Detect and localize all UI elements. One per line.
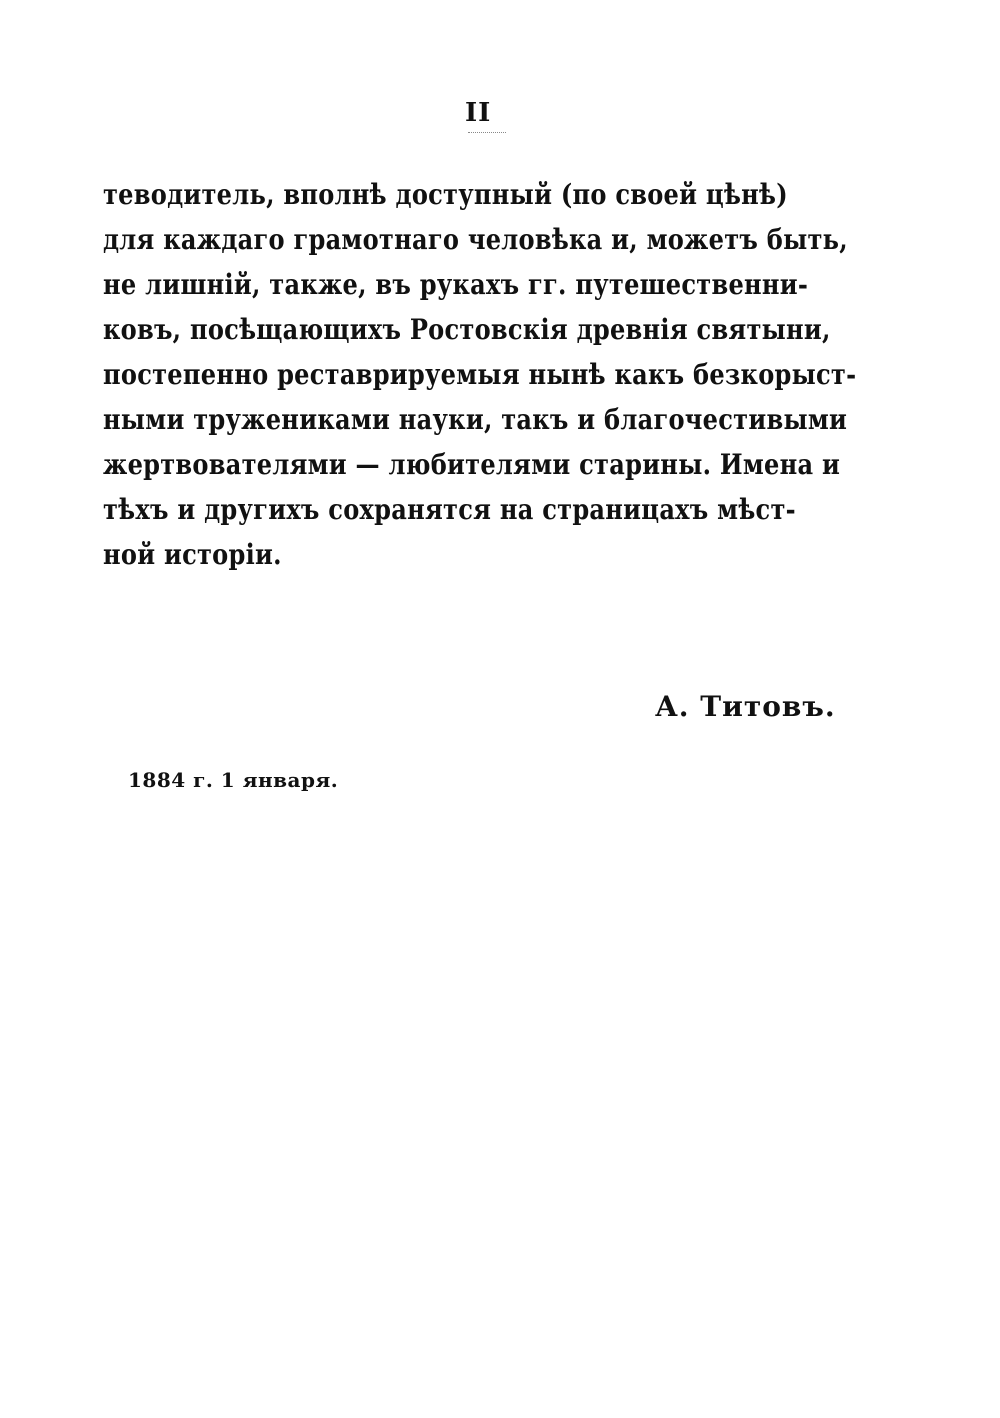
text-line: для каждаго грамотнаго человѣка и, можетъ быть, — [103, 223, 848, 256]
author-signature: А. Титовъ. — [655, 690, 836, 723]
text-line: теводитель, вполнѣ доступный (по своей цѣнѣ) — [103, 178, 788, 211]
text-line: ной исторіи. — [103, 538, 282, 571]
date-line: 1884 г. 1 января. — [128, 768, 339, 792]
text-line: ными тружениками науки, такъ и благочестивыми — [103, 403, 848, 436]
body-paragraph — [103, 172, 863, 577]
text-line: не лишній, также, въ рукахъ гг. путешественни- — [103, 268, 809, 301]
text-line: ковъ, посѣщающихъ Ростовскія древнія святыни, — [103, 313, 831, 346]
text-line: жертвователями — любителями старины. Имена и — [103, 448, 841, 481]
page-number: II — [465, 98, 492, 128]
page-number-rule — [468, 132, 506, 133]
text-line: постепенно реставрируемыя нынѣ какъ безкорыст- — [103, 358, 857, 391]
text-line: тѣхъ и другихъ сохранятся на страницахъ мѣст- — [103, 493, 796, 526]
